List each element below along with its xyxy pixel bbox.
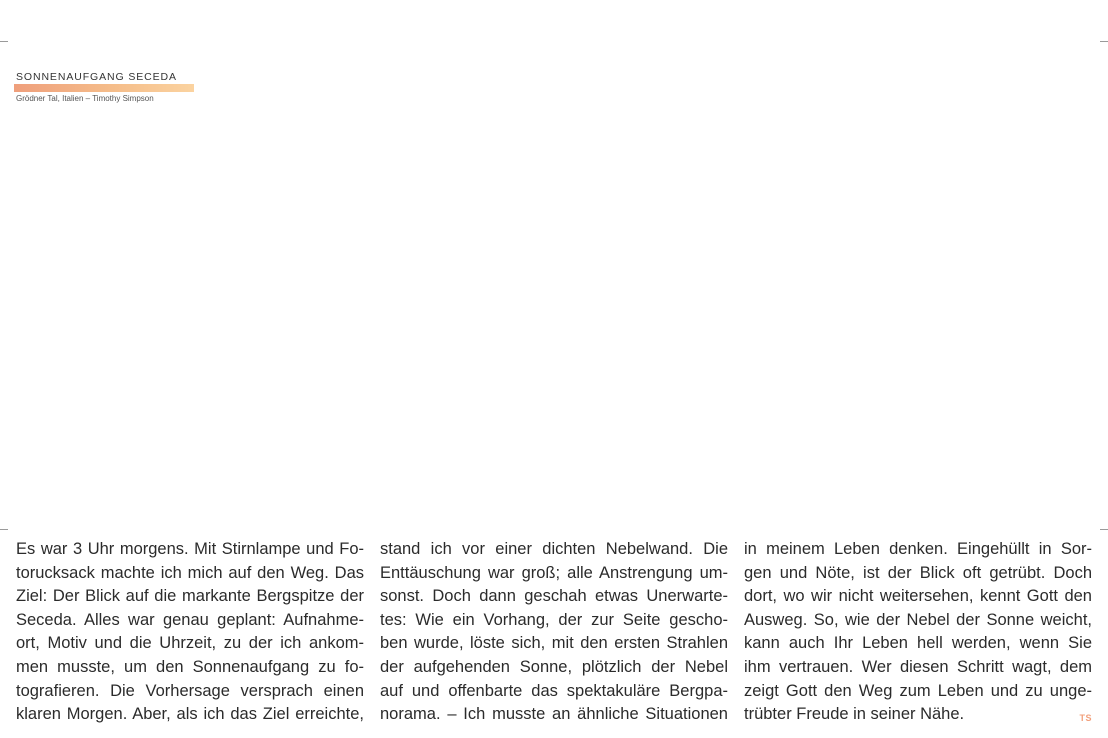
text-line: der aufgehenden Sonne, plötzlich der Nebel (380, 657, 728, 676)
text-column-1 (16, 538, 364, 727)
text-line: stand ich vor einer dichten Nebelwand. Die (380, 540, 728, 558)
crop-mark-top-right (1100, 41, 1108, 42)
text-line: Enttäuschung war groß; alle Anstrengung um- (380, 563, 728, 582)
text-line: Es war 3 Uhr morgens. Mit Stirnlampe und Fo- (16, 540, 364, 558)
text-line: trübter Freude in seiner Nähe. (744, 705, 965, 724)
crop-mark-bottom-left (0, 529, 8, 530)
caption-subtitle: Grödner Tal, Italien – Timothy Simpson (16, 94, 154, 103)
text-line: men musste, um den Sonnenaufgang zu fo- (16, 657, 364, 676)
crop-mark-top-left (0, 41, 8, 42)
text-line: norama. – Ich musste an ähnliche Situationen (380, 705, 728, 724)
text-line: Seceda. Alles war genau geplant: Aufnahme- (16, 610, 364, 629)
text-line: ort, Motiv und die Uhrzeit, zu der ich ankom- (16, 634, 364, 653)
caption-title: SONNENAUFGANG SECEDA (16, 71, 177, 83)
text-line: kann auch Ihr Leben hell werden, wenn Sie (744, 634, 1092, 653)
text-line: ben wurde, löste sich, mit den ersten Strahlen (380, 634, 728, 653)
text-line: Ausweg. So, wie der Nebel der Sonne weicht, (744, 610, 1092, 629)
caption-accent-bar (14, 84, 194, 92)
text-line: klaren Morgen. Aber, als ich das Ziel erreichte, (16, 705, 364, 724)
crop-mark-bottom-right (1100, 529, 1108, 530)
photo-caption (16, 71, 194, 104)
text-line: torucksack machte ich mich auf den Weg. Das (16, 563, 364, 582)
text-line: tografieren. Die Vorhersage versprach einen (16, 681, 364, 700)
text-line: sonst. Doch dann geschah etwas Unerwarte- (380, 587, 728, 606)
text-line: auf und offenbarte das spektakuläre Bergpa- (380, 681, 728, 700)
text-column-3 (744, 538, 1092, 727)
text-line: in meinem Leben denken. Eingehüllt in Sor- (744, 540, 1092, 558)
text-line: gen und Nöte, ist der Blick oft getrübt. Doch (744, 563, 1092, 582)
text-line: tes: Wie ein Vorhang, der zur Seite gescho- (380, 610, 728, 629)
author-initials-mark: TS (1079, 713, 1092, 723)
text-line: Ziel: Der Blick auf die markante Bergspitze der (16, 587, 364, 606)
text-column-2 (380, 538, 728, 727)
text-line: ihm vertrauen. Wer diesen Schritt wagt, dem (744, 657, 1092, 676)
text-line: dort, wo wir nicht weitersehen, kennt Gott den (744, 587, 1092, 606)
text-line: zeigt Gott den Weg zum Leben und zu unge- (744, 681, 1092, 700)
